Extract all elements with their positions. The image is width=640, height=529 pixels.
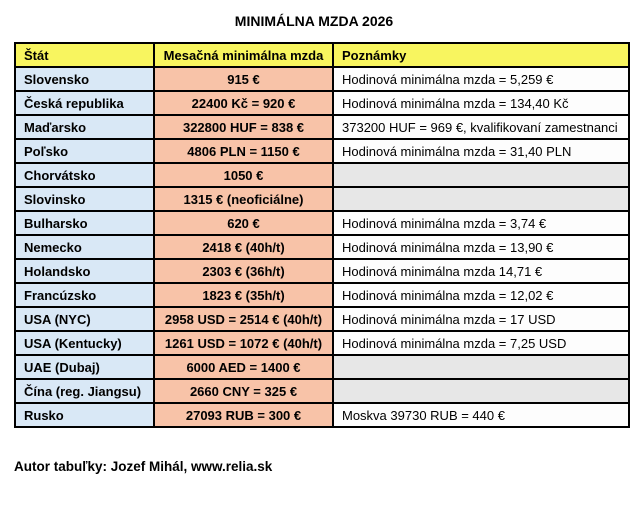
state-cell: Rusko bbox=[15, 403, 154, 427]
state-cell: Slovensko bbox=[15, 67, 154, 91]
table-row bbox=[15, 91, 629, 115]
wage-cell: 322800 HUF = 838 € bbox=[154, 115, 333, 139]
table-row bbox=[15, 403, 629, 427]
wage-cell: 6000 AED = 1400 € bbox=[154, 355, 333, 379]
table-row bbox=[15, 163, 629, 187]
state-cell: Slovinsko bbox=[15, 187, 154, 211]
table-row bbox=[15, 259, 629, 283]
table-row bbox=[15, 307, 629, 331]
wage-cell: 27093 RUB = 300 € bbox=[154, 403, 333, 427]
note-cell bbox=[333, 187, 629, 211]
note-cell: Hodinová minimálna mzda = 5,259 € bbox=[333, 67, 629, 91]
wage-cell: 1315 € (neoficiálne) bbox=[154, 187, 333, 211]
note-cell bbox=[333, 355, 629, 379]
table-row bbox=[15, 379, 629, 403]
note-cell: Moskva 39730 RUB = 440 € bbox=[333, 403, 629, 427]
wage-cell: 1823 € (35h/t) bbox=[154, 283, 333, 307]
wage-cell: 2660 CNY = 325 € bbox=[154, 379, 333, 403]
wage-cell: 2418 € (40h/t) bbox=[154, 235, 333, 259]
wage-cell: 620 € bbox=[154, 211, 333, 235]
wage-cell: 4806 PLN = 1150 € bbox=[154, 139, 333, 163]
note-cell: Hodinová minimálna mzda = 134,40 Kč bbox=[333, 91, 629, 115]
note-cell: Hodinová minimálna mzda = 12,02 € bbox=[333, 283, 629, 307]
wage-cell: 915 € bbox=[154, 67, 333, 91]
state-cell: Holandsko bbox=[15, 259, 154, 283]
state-cell: Francúzsko bbox=[15, 283, 154, 307]
table-row bbox=[15, 139, 629, 163]
page-title: MINIMÁLNA MZDA 2026 bbox=[234, 13, 394, 29]
wage-cell: 22400 Kč = 920 € bbox=[154, 91, 333, 115]
column-header-wage: Mesačná minimálna mzda bbox=[154, 43, 333, 67]
table-body bbox=[15, 67, 629, 427]
table-row bbox=[15, 211, 629, 235]
table-row bbox=[15, 235, 629, 259]
state-cell: Poľsko bbox=[15, 139, 154, 163]
state-cell: Čína (reg. Jiangsu) bbox=[15, 379, 154, 403]
wage-cell: 1050 € bbox=[154, 163, 333, 187]
note-cell: Hodinová minimálna mzda = 17 USD bbox=[333, 307, 629, 331]
note-cell: Hodinová minimálna mzda 14,71 € bbox=[333, 259, 629, 283]
wage-cell: 2958 USD = 2514 € (40h/t) bbox=[154, 307, 333, 331]
note-cell: Hodinová minimálna mzda = 13,90 € bbox=[333, 235, 629, 259]
state-cell: USA (NYC) bbox=[15, 307, 154, 331]
wage-cell: 2303 € (36h/t) bbox=[154, 259, 333, 283]
column-header-state: Štát bbox=[15, 43, 154, 67]
note-cell: Hodinová minimálna mzda = 3,74 € bbox=[333, 211, 629, 235]
note-cell: 373200 HUF = 969 €, kvalifikovaní zamestnanci bbox=[333, 115, 629, 139]
table-row bbox=[15, 115, 629, 139]
table-row bbox=[15, 67, 629, 91]
column-header-notes: Poznámky bbox=[333, 43, 629, 67]
state-cell: Bulharsko bbox=[15, 211, 154, 235]
state-cell: Česká republika bbox=[15, 91, 154, 115]
note-cell: Hodinová minimálna mzda = 31,40 PLN bbox=[333, 139, 629, 163]
table-row bbox=[15, 283, 629, 307]
table-row bbox=[15, 355, 629, 379]
wage-cell: 1261 USD = 1072 € (40h/t) bbox=[154, 331, 333, 355]
author-credit: Autor tabuľky: Jozef Mihál, www.relia.sk bbox=[14, 459, 273, 474]
state-cell: USA (Kentucky) bbox=[15, 331, 154, 355]
minimum-wage-table bbox=[14, 42, 630, 428]
table-header-row bbox=[15, 43, 629, 67]
state-cell: UAE (Dubaj) bbox=[15, 355, 154, 379]
state-cell: Chorvátsko bbox=[15, 163, 154, 187]
note-cell bbox=[333, 379, 629, 403]
state-cell: Nemecko bbox=[15, 235, 154, 259]
table-row bbox=[15, 187, 629, 211]
table-row bbox=[15, 331, 629, 355]
note-cell bbox=[333, 163, 629, 187]
note-cell: Hodinová minimálna mzda = 7,25 USD bbox=[333, 331, 629, 355]
state-cell: Maďarsko bbox=[15, 115, 154, 139]
